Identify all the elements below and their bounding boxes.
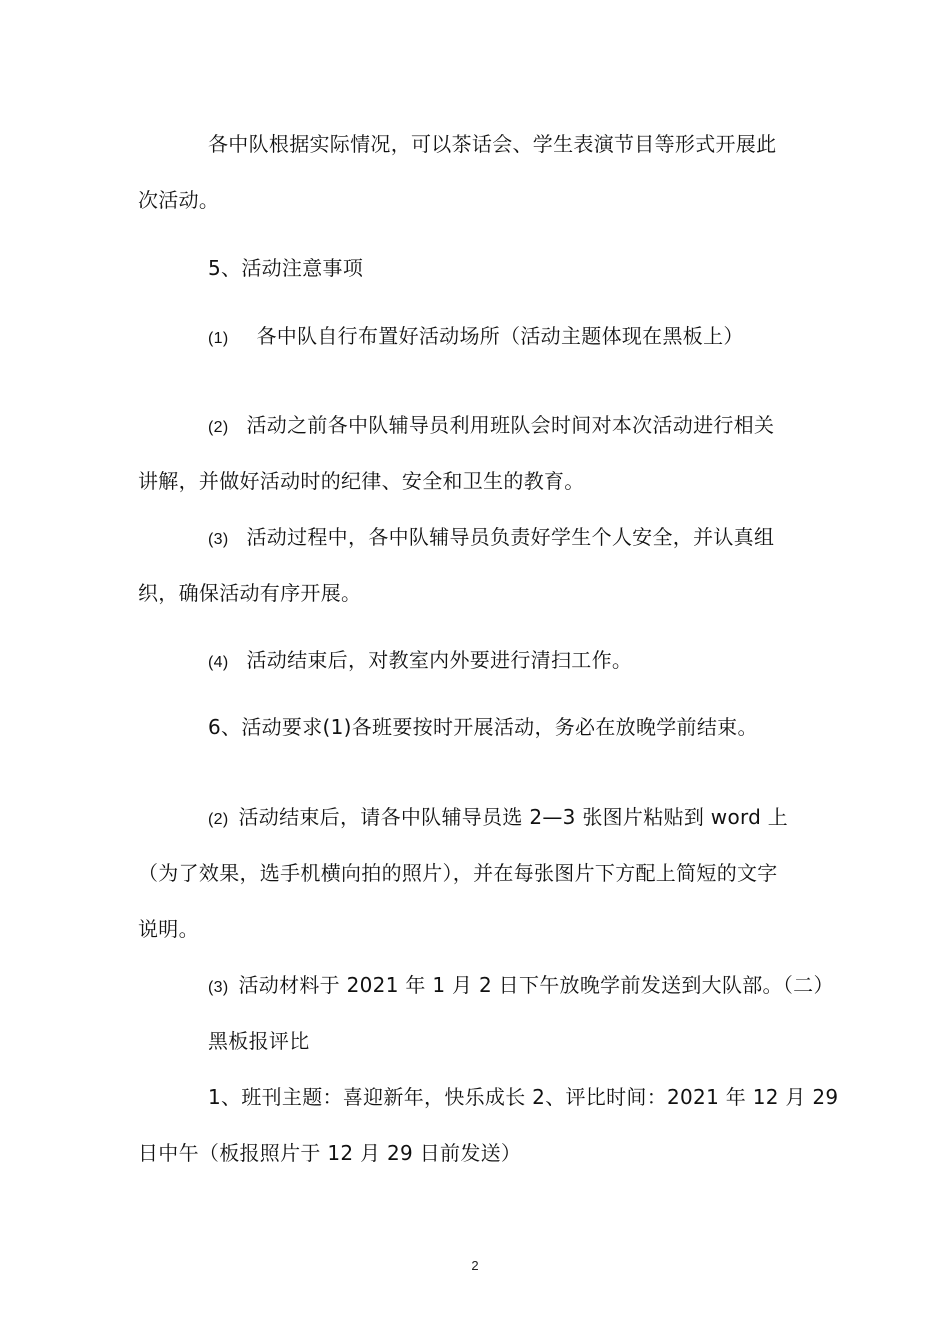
list-item <box>0 412 950 441</box>
text: 活动结束后，对教室内外要进行清扫工作。 <box>246 648 633 672</box>
paragraph-line <box>0 580 950 606</box>
text: （为了效果，选手机横向拍的照片），并在每张图片下方配上简短的文字 <box>138 861 778 885</box>
section-heading <box>0 1028 950 1054</box>
page-number: 2 <box>471 1258 479 1273</box>
text: 6、活动要求(1)各班要按时开展活动，务必在放晚学前结束。 <box>208 715 758 739</box>
text: 黑板报评比 <box>208 1029 310 1053</box>
paragraph-line <box>0 468 950 494</box>
paragraph-line <box>0 916 950 942</box>
list-item <box>0 524 950 553</box>
text: 讲解，并做好活动时的纪律、安全和卫生的教育。 <box>138 469 585 493</box>
item-number: (2) <box>208 419 229 436</box>
text: 活动结束后，请各中队辅导员选 2—3 张图片粘贴到 word 上 <box>238 805 789 829</box>
text: 日中午（板报照片于 12 月 29 日前发送） <box>138 1141 522 1165</box>
text: 织，确保活动有序开展。 <box>138 581 362 605</box>
item-number: (4) <box>208 654 229 671</box>
paragraph-line <box>0 1140 950 1166</box>
paragraph-line <box>0 1084 950 1110</box>
section-heading <box>0 255 950 281</box>
text: 各中队根据实际情况，可以茶话会、学生表演节目等形式开展此 <box>208 132 777 156</box>
text: 活动之前各中队辅导员利用班队会时间对本次活动进行相关 <box>246 413 775 437</box>
item-number: (1) <box>208 330 229 347</box>
text: 1、班刊主题：喜迎新年，快乐成长 2、评比时间：2021 年 12 月 29 <box>208 1085 839 1109</box>
item-number: (3) <box>208 979 229 996</box>
text: 活动过程中，各中队辅导员负责好学生个人安全，并认真组 <box>246 525 775 549</box>
section-heading <box>0 714 950 740</box>
text: 5、活动注意事项 <box>208 256 364 280</box>
item-number: (2) <box>208 811 229 828</box>
text: 各中队自行布置好活动场所（活动主题体现在黑板上） <box>256 324 744 348</box>
list-item <box>0 804 950 833</box>
text: 说明。 <box>138 917 199 941</box>
list-item <box>0 972 950 1001</box>
list-item <box>0 647 950 676</box>
paragraph-line <box>0 131 950 157</box>
text: 活动材料于 2021 年 1 月 2 日下午放晚学前发送到大队部。（二） <box>238 973 834 997</box>
paragraph-line <box>0 860 950 886</box>
list-item <box>0 323 950 352</box>
paragraph-line <box>0 187 950 213</box>
item-number: (3) <box>208 531 229 548</box>
text: 次活动。 <box>138 188 220 212</box>
